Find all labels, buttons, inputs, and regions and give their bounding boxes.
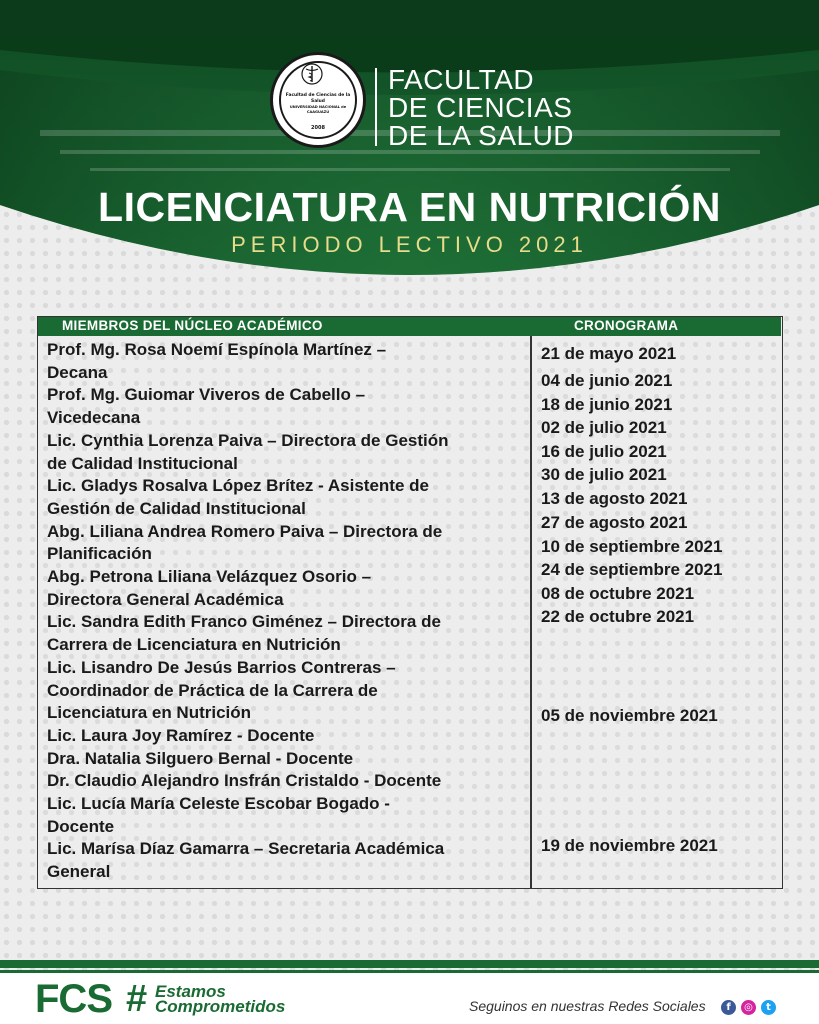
faculty-logo	[270, 52, 575, 156]
seal-text-university: UNIVERSIDAD NACIONAL de CAAGUAZÚ	[289, 105, 347, 114]
member-line: Abg. Liliana Andrea Romero Paiva – Directora de	[47, 521, 443, 541]
member-line: de Calidad Institucional	[47, 453, 238, 473]
university-seal	[270, 52, 366, 148]
member-line: Gestión de Calidad Institucional	[47, 498, 306, 518]
member-line: Planificación	[47, 544, 152, 564]
page-subtitle: PERIODO LECTIVO 2021	[231, 232, 588, 257]
schedule-date: 10 de septiembre 2021	[541, 537, 723, 556]
member-line: Docente	[47, 816, 115, 836]
slogan	[155, 984, 285, 1014]
member-line: Licenciatura en Nutrición	[47, 703, 252, 723]
member-line: Lic. Gladys Rosalva López Brítez - Asistente de	[47, 476, 429, 496]
instagram-icon[interactable]: ◎	[741, 1000, 756, 1015]
footer-stripe	[0, 960, 819, 968]
schedule-date: 30 de julio 2021	[541, 465, 667, 484]
member-line: Prof. Mg. Guiomar Viveros de Cabello –	[47, 385, 366, 405]
member-line: Abg. Petrona Liliana Velázquez Osorio –	[47, 567, 372, 587]
faculty-name-line1: FACULTAD	[388, 64, 535, 95]
schedule-date: 19 de noviembre 2021	[541, 836, 718, 855]
member-line: Carrera de Licenciatura en Nutrición	[47, 635, 341, 655]
facebook-icon[interactable]: f	[721, 1000, 736, 1015]
academic-table	[37, 316, 783, 889]
column-header-schedule: CRONOGRAMA	[574, 318, 679, 333]
page-title: LICENCIATURA EN NUTRICIÓN	[98, 184, 721, 230]
schedule-date: 18 de junio 2021	[541, 395, 673, 414]
column-header-members: MIEMBROS DEL NÚCLEO ACADÉMICO	[62, 318, 323, 333]
hashtag-symbol: #	[126, 978, 148, 1020]
member-line: Dra. Natalia Silguero Bernal - Docente	[47, 748, 354, 768]
member-line: Directora General Académica	[47, 589, 284, 609]
member-line: General	[47, 862, 111, 882]
member-line: Lic. Lisandro De Jesús Barrios Contreras –	[47, 657, 396, 677]
member-line: Dr. Claudio Alejandro Insfrán Cristaldo - Docente	[47, 771, 442, 791]
schedule-date: 13 de agosto 2021	[541, 489, 688, 508]
seal-year: 2008	[311, 125, 325, 131]
member-line: Decana	[47, 362, 108, 382]
schedule-date: 08 de octubre 2021	[541, 584, 695, 603]
twitter-icon[interactable]: t	[761, 1000, 776, 1015]
member-line: Vicedecana	[47, 408, 141, 428]
logo-divider	[375, 68, 377, 146]
footer	[0, 970, 819, 1024]
fcs-logo: FCS	[35, 977, 112, 1021]
slogan-line2: Comprometidos	[155, 997, 286, 1016]
member-line: Coordinador de Práctica de la Carrera de	[47, 680, 378, 700]
member-line: Lic. Lucía María Celeste Escobar Bogado -	[47, 794, 390, 814]
column-divider	[530, 336, 532, 888]
schedule-date: 21 de mayo 2021	[541, 344, 677, 363]
member-line: Lic. Cynthia Lorenza Paiva – Directora de Gestión	[47, 430, 449, 450]
faculty-name-line3: DE LA SALUD	[388, 120, 575, 151]
footer-line	[0, 970, 819, 973]
slogan-line1: Estamos	[155, 982, 226, 1001]
member-line: Prof. Mg. Rosa Noemí Espínola Martínez –	[47, 340, 387, 359]
social-text: Seguinos en nuestras Redes Sociales	[469, 998, 706, 1014]
member-line: Lic. Marísa Díaz Gamarra – Secretaria Académica	[47, 839, 445, 859]
schedule-dates	[541, 317, 781, 887]
schedule-date: 22 de octubre 2021	[541, 607, 695, 626]
schedule-date: 24 de septiembre 2021	[541, 560, 723, 579]
schedule-date: 02 de julio 2021	[541, 418, 667, 437]
schedule-date: 27 de agosto 2021	[541, 513, 688, 532]
faculty-name	[388, 66, 574, 150]
member-line: Lic. Sandra Edith Franco Giménez – Directora de	[47, 612, 441, 632]
schedule-date: 16 de julio 2021	[541, 442, 667, 461]
schedule-date: 04 de junio 2021	[541, 371, 673, 390]
member-line: Lic. Laura Joy Ramírez - Docente	[47, 725, 315, 745]
faculty-name-line2: DE CIENCIAS	[388, 92, 573, 123]
schedule-date: 05 de noviembre 2021	[541, 706, 718, 725]
members-list	[47, 339, 527, 884]
seal-text-faculty: Facultad de Ciencias de la Salud	[285, 93, 351, 104]
